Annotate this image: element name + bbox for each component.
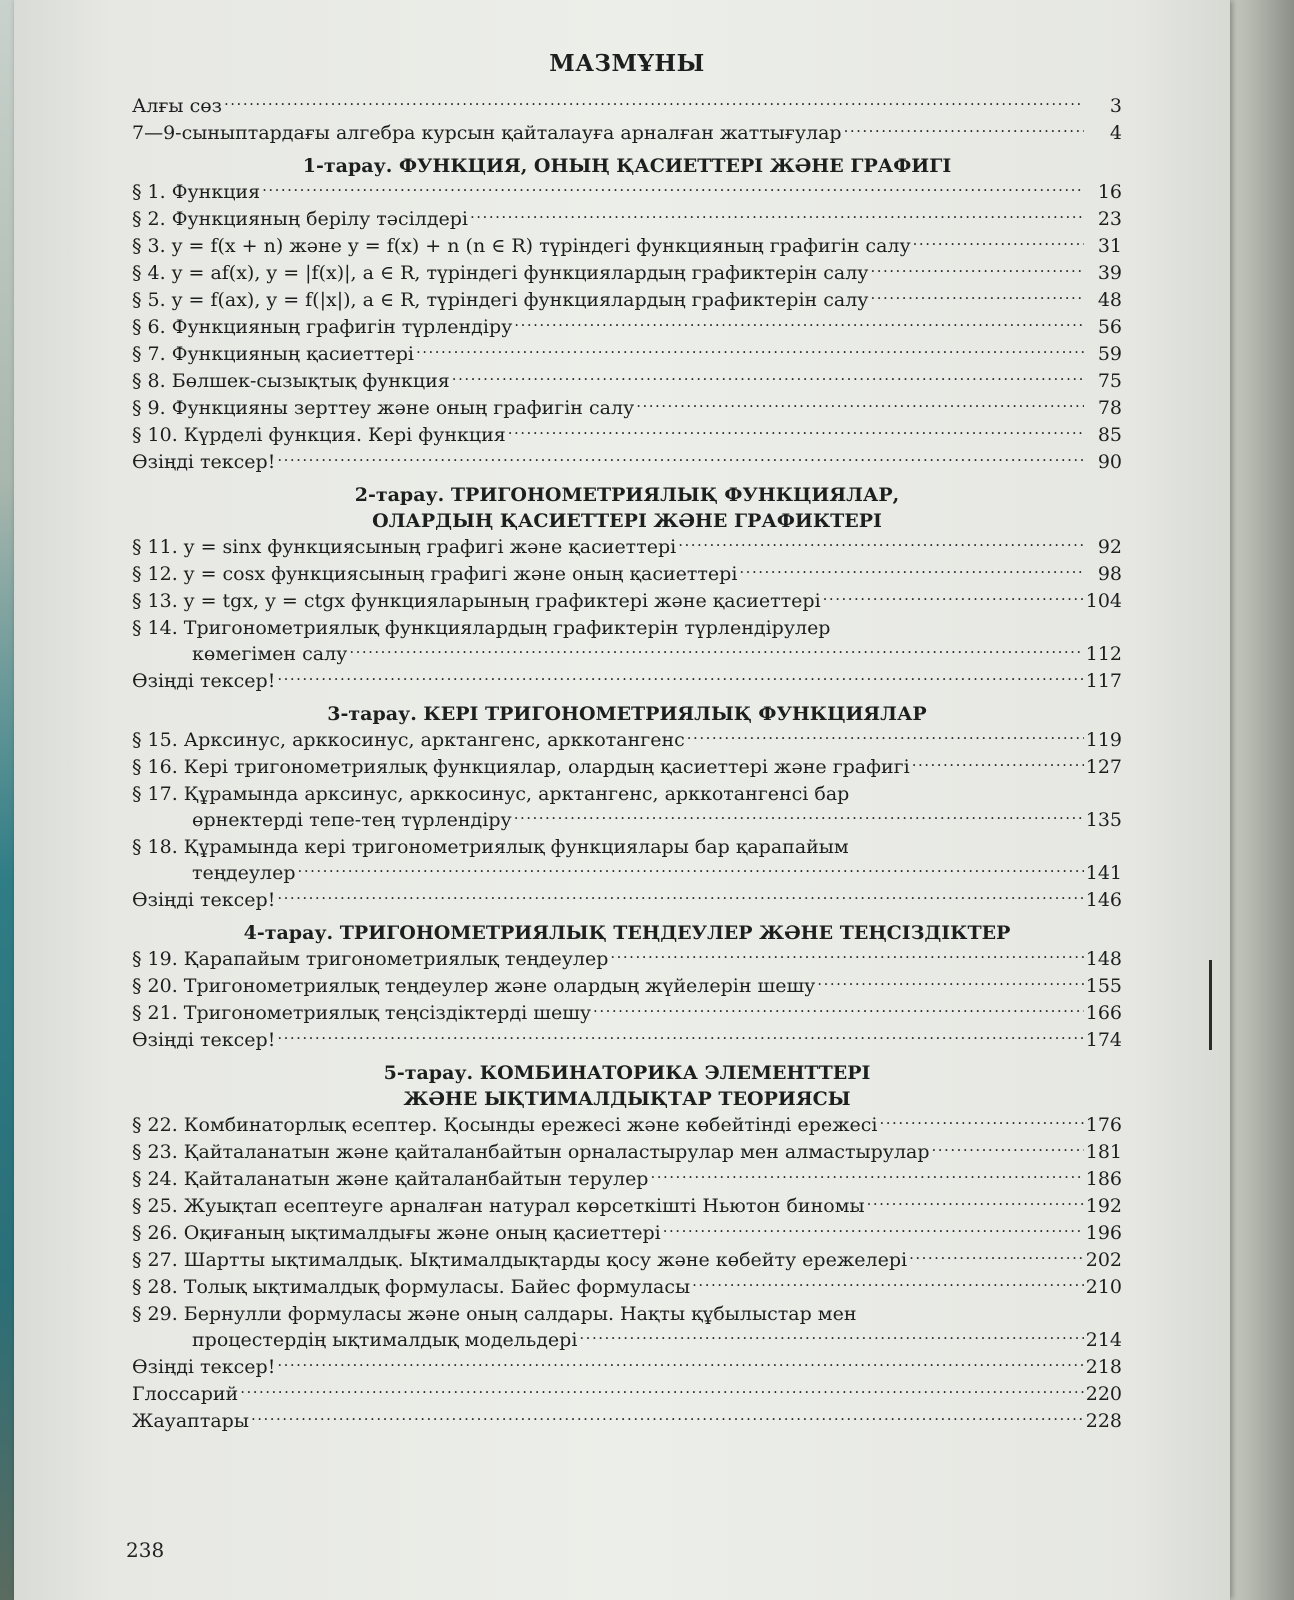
toc-entry-continuation: көмегімен салу [192,643,348,665]
toc-entry[interactable] [132,1274,1122,1301]
toc-entry-label: § 15. Арксинус, арккосинус, арктангенс, арккотангенс [132,729,685,751]
toc-entry-label: Глоссарий [132,1383,239,1405]
toc-entry-continuation: процестердің ықтималдық модельдері [192,1329,578,1351]
leader-dots [349,635,1083,662]
toc-entry-label: § 20. Тригонометриялық теңдеулер және олардың жүйелерін шешу [132,975,816,997]
toc-entry-label: Жауаптары [132,1410,249,1432]
leader-dots [932,1133,1084,1160]
page-crease-mark [1209,960,1212,1050]
toc-entry-label: § 28. Толық ықтималдық формуласы. Байес формуласы [132,1276,691,1298]
toc-entry-page: 210 [1085,1276,1122,1298]
toc-entry-page: 3 [1109,95,1122,117]
toc-entry-page: 92 [1097,536,1122,558]
toc-entry-label: § 1. Функция [132,181,261,203]
toc-entry-continuation: өрнектерді тепе-тең түрлендіру [192,809,512,831]
leader-dots [913,227,1084,254]
toc-entry[interactable] [132,668,1122,695]
leader-dots [739,555,1084,582]
toc-entry[interactable] [132,588,1122,615]
leader-dots [508,416,1084,443]
leader-dots [224,87,1084,114]
toc-entry-label: § 13. y = tgx, y = ctgx функцияларының графиктері және қасиеттері [132,590,821,612]
toc-entry-page: 23 [1097,208,1122,230]
leader-dots [277,1021,1083,1048]
leader-dots [870,281,1084,308]
toc-entry-page: 148 [1085,948,1122,970]
table-of-contents [132,50,1122,1435]
toc-entry-page: 78 [1097,397,1122,419]
leader-dots [277,881,1083,908]
toc-entry[interactable] [132,1301,1122,1354]
toc-entry[interactable] [132,781,1122,834]
toc-entry-page: 117 [1085,670,1122,692]
toc-entry-label: § 9. Функцияны зерттеу және оның графигін салу [132,397,635,419]
chapter-title: 3-тарау. КЕРІ ТРИГОНОМЕТРИЯЛЫҚ ФУНКЦИЯЛАР [327,703,927,725]
toc-entry-page: 192 [1085,1195,1122,1217]
toc-entry-label: 7—9-сыныптардағы алгебра курсын қайталауға арналған жаттығулар [132,122,842,144]
toc-closing [132,1381,1122,1435]
toc-entry[interactable] [132,615,1122,668]
toc-entry-label: § 10. Күрделі функция. Кері функция [132,424,506,446]
toc-entry-page: 90 [1097,451,1122,473]
toc-entry-page: 228 [1085,1410,1122,1432]
leader-dots [687,721,1084,748]
toc-entry-page: 48 [1097,289,1122,311]
toc-chapters [132,153,1122,1381]
toc-entry-label: § 23. Қайталанатын және қайталанбайтын орналастырулар мен алмастырулар [132,1141,930,1163]
leader-dots [692,1268,1084,1295]
toc-entry-label: Өзіңді тексер! [132,670,276,692]
page-number: 238 [126,1538,165,1562]
toc-entry[interactable] [132,887,1122,914]
leader-dots [298,854,1084,881]
chapter-title: ОЛАРДЫҢ ҚАСИЕТТЕРІ ЖӘНЕ ГРАФИКТЕРІ [372,510,882,532]
toc-entry-page: 31 [1097,235,1122,257]
toc-entry-label: § 12. y = cosx функциясының графигі және оның қасиеттері [132,563,738,585]
toc-entry-page: 141 [1085,862,1122,884]
chapter-title: 4-тарау. ТРИГОНОМЕТРИЯЛЫҚ ТЕҢДЕУЛЕР ЖӘНЕ ТЕҢСІЗДІКТЕР [243,922,1011,944]
toc-entry-page: 16 [1097,181,1122,203]
leader-dots [880,1106,1084,1133]
leader-dots [823,582,1084,609]
toc-entry-label: Алғы сөз [132,95,223,117]
toc-entry-label: Өзіңді тексер! [132,1029,276,1051]
toc-entry-label: § 5. y = f(ax), y = f(|x|), a ∈ R, түріндегі функциялардың графиктерін салу [132,289,869,311]
toc-entry-label: § 2. Функцияның берілу тәсілдері [132,208,469,230]
toc-entry-label: § 27. Шартты ықтималдық. Ықтималдықтарды қосу және көбейту ережелері [132,1249,908,1271]
leader-dots [251,1402,1084,1429]
toc-entry-page: 85 [1097,424,1122,446]
toc-entry-continuation: теңдеулер [192,862,296,884]
toc-entry-label: § 4. y = af(x), y = |f(x)|, a ∈ R, түріндегі функциялардың графиктерін салу [132,262,869,284]
leader-dots [277,662,1083,689]
leader-dots [514,801,1084,828]
toc-entry-page: 166 [1085,1002,1122,1024]
toc-entry-label: § 3. y = f(x + n) және y = f(x) + n (n ∈ R) түріндегі функцияның графигін салу [132,235,911,257]
leader-dots [593,994,1084,1021]
toc-entry-page: 214 [1085,1329,1122,1351]
toc-intro [132,93,1122,147]
leader-dots [912,748,1084,775]
toc-entry-page: 186 [1085,1168,1122,1190]
toc-entry[interactable] [132,1408,1122,1435]
toc-entry-page: 59 [1097,343,1122,365]
leader-dots [514,308,1084,335]
toc-entry-page: 75 [1097,370,1122,392]
toc-entry[interactable] [132,754,1122,781]
toc-entry[interactable] [132,834,1122,887]
leader-dots [817,967,1083,994]
toc-entry-page: 104 [1085,590,1122,612]
toc-entry-page: 218 [1085,1356,1122,1378]
leader-dots [277,1348,1083,1375]
leader-dots [663,1214,1084,1241]
toc-entry-label: § 6. Функцияның графигін түрлендіру [132,316,513,338]
leader-dots [678,528,1084,555]
leader-dots [240,1375,1084,1402]
toc-entry-label: § 25. Жуықтап есептеуге арналған натурал көрсеткішті Ньютон биномы [132,1195,865,1217]
toc-entry-label: § 19. Қарапайым тригонометриялық теңдеулер [132,948,609,970]
toc-entry-page: 202 [1085,1249,1122,1271]
leader-dots [579,1321,1083,1348]
book-page [14,0,1230,1600]
toc-entry[interactable] [132,120,1122,147]
chapter-title: 2-тарау. ТРИГОНОМЕТРИЯЛЫҚ ФУНКЦИЯЛАР, [354,484,900,506]
leader-dots [909,1241,1084,1268]
toc-entry[interactable] [132,1027,1122,1054]
toc-entry-page: 181 [1085,1141,1122,1163]
toc-entry-page: 39 [1097,262,1122,284]
leader-dots [650,1160,1083,1187]
leader-dots [867,1187,1084,1214]
toc-entry-page: 146 [1085,889,1122,911]
chapter-title: ЖӘНЕ ЫҚТИМАЛДЫҚТАР ТЕОРИЯСЫ [403,1088,851,1110]
toc-entry-label: § 26. Оқиғаның ықтималдығы және оның қасиеттері [132,1222,661,1244]
toc-entry-label: § 7. Функцияның қасиеттері [132,343,414,365]
toc-entry-label: § 24. Қайталанатын және қайталанбайтын терулер [132,1168,649,1190]
toc-entry-page: 155 [1085,975,1122,997]
toc-entry-label: Өзіңді тексер! [132,451,276,473]
chapter-title: 5-тарау. КОМБИНАТОРИКА ЭЛЕМЕНТТЕРІ [383,1062,871,1084]
leader-dots [452,362,1084,389]
leader-dots [636,389,1084,416]
leader-dots [610,940,1083,967]
toc-entry-page: 119 [1085,729,1122,751]
toc-entry-label: § 14. Тригонометриялық функциялардың графиктерін түрлендірулер [132,617,831,639]
toc-entry-page: 135 [1085,809,1122,831]
leader-dots [277,443,1084,470]
toc-entry-label: § 18. Құрамында кері тригонометриялық функциялары бар қарапайым [132,836,849,858]
leader-dots [470,200,1084,227]
toc-entry-page: 174 [1085,1029,1122,1051]
toc-entry-label: § 17. Құрамында арксинус, арккосинус, арктангенс, арккотангенсі бар [132,783,850,805]
toc-title: МАЗМҰНЫ [549,50,705,77]
toc-entry-page: 98 [1097,563,1122,585]
leader-dots [844,114,1084,141]
toc-entry-label: § 29. Бернулли формуласы және оның салдары. Нақты құбылыстар мен [132,1303,857,1325]
toc-entry-page: 196 [1085,1222,1122,1244]
toc-entry-label: § 16. Кері тригонометриялық функциялар, олардың қасиеттері және графигі [132,756,910,778]
toc-entry-page: 220 [1085,1383,1122,1405]
toc-entry-label: Өзіңді тексер! [132,889,276,911]
toc-entry-label: § 22. Комбинаторлық есептер. Қосынды ережесі және көбейтінді ережесі [132,1114,878,1136]
toc-entry-label: § 8. Бөлшек-сызықтық функция [132,370,450,392]
toc-entry-label: § 21. Тригонометриялық теңсіздіктерді шешу [132,1002,592,1024]
toc-entry-page: 127 [1085,756,1122,778]
toc-entry-label: Өзіңді тексер! [132,1356,276,1378]
leader-dots [416,335,1084,362]
toc-entry-page: 112 [1085,643,1122,665]
chapter-title: 1-тарау. ФУНКЦИЯ, ОНЫҢ ҚАСИЕТТЕРІ ЖӘНЕ ГРАФИГІ [302,155,952,177]
toc-entry[interactable] [132,449,1122,476]
toc-entry-page: 4 [1109,122,1122,144]
toc-entry-page: 176 [1085,1114,1122,1136]
leader-dots [262,173,1084,200]
leader-dots [870,254,1084,281]
toc-entry-label: § 11. y = sinx функциясының графигі және қасиеттері [132,536,677,558]
book-spine-right [1224,0,1294,1600]
toc-entry-page: 56 [1097,316,1122,338]
